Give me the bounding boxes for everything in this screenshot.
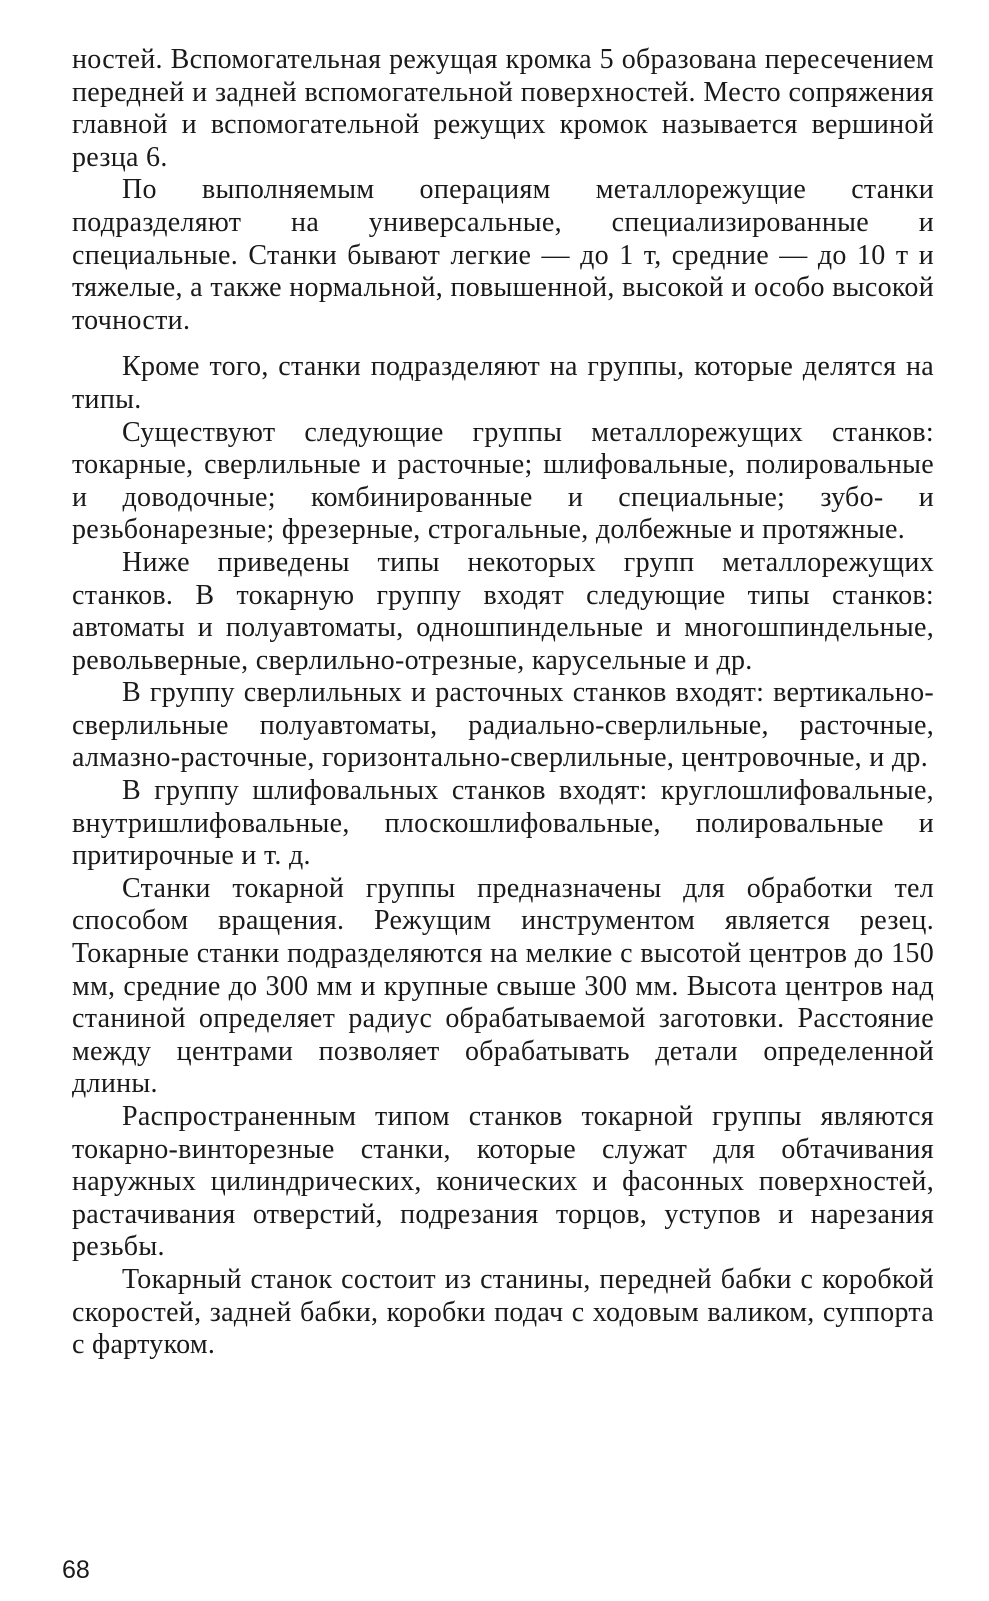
paragraph-machine-classification: По выполняемым операциям металлорежущие станки подразделяют на универсальные, специализированные и специальные. Станки бывают легкие — до 1 т, средние — до 10 т и тяжелые, а также нормальной, повышенной, высокой и особо высокой точности. [72, 174, 934, 336]
paragraph-lathe-components: Токарный станок состоит из станины, передней бабки с коробкой скоростей, задней бабки, коробки подач с ходовым валиком, суппорта с фартуком. [72, 1263, 934, 1361]
paragraph-continuation: ностей. Вспомогательная режущая кромка 5 образована пересечением передней и задней вспомогательной поверхностей. Место сопряжения главной и вспомогательной режущих кромок называется вершиной резца 6. [72, 44, 934, 173]
page-number: 68 [62, 1556, 90, 1584]
paragraph-turning-purpose: Станки токарной группы предназначены для обработки тел способом вращения. Режущим инструментом является резец. Токарные станки подразделяются на мелкие с высотой центров до 150 мм, средние до 300 мм и крупные свыше 300 мм. Высота центров над станиной определяет радиус обрабатываемой заготовки. Расстояние между центрами позволяет обрабатывать детали определенной длины. [72, 872, 934, 1100]
page-body [72, 44, 934, 1362]
paragraph-groups-types: Кроме того, станки подразделяют на группы, которые делятся на типы. [72, 351, 934, 415]
paragraph-existing-groups: Существуют следующие группы металлорежущих станков: токарные, сверлильные и расточные; шлифовальные, полировальные и доводочные; комбинированные и специальные; зубо- и резьбонарезные; фрезерные, строгальные, долбежные и протяжные. [72, 416, 934, 546]
paragraph-drilling-group: В группу сверлильных и расточных станков входят: вертикально-сверлильные полуавтоматы, радиально-сверлильные, расточные, алмазно-расточные, горизонтально-сверлильные, центровочные, и др. [72, 677, 934, 774]
paragraph-grinding-group: В группу шлифовальных станков входят: круглошлифовальные, внутришлифовальные, плоскошлифовальные, полировальные и притирочные и т. д. [72, 775, 934, 872]
paragraph-turning-group-types: Ниже приведены типы некоторых групп металлорежущих станков. В токарную группу входят следующие типы станков: автоматы и полуавтоматы, одношпиндельные и многошпиндельные, револьверные, сверлильно-отрезные, карусельные и др. [72, 546, 934, 676]
paragraph-screw-cutting-lathes: Распространенным типом станков токарной группы являются токарно-винторезные станки, которые служат для обтачивания наружных цилиндрических, конических и фасонных поверхностей, растачивания отверстий, подрезания торцов, уступов и нарезания резьбы. [72, 1101, 934, 1263]
